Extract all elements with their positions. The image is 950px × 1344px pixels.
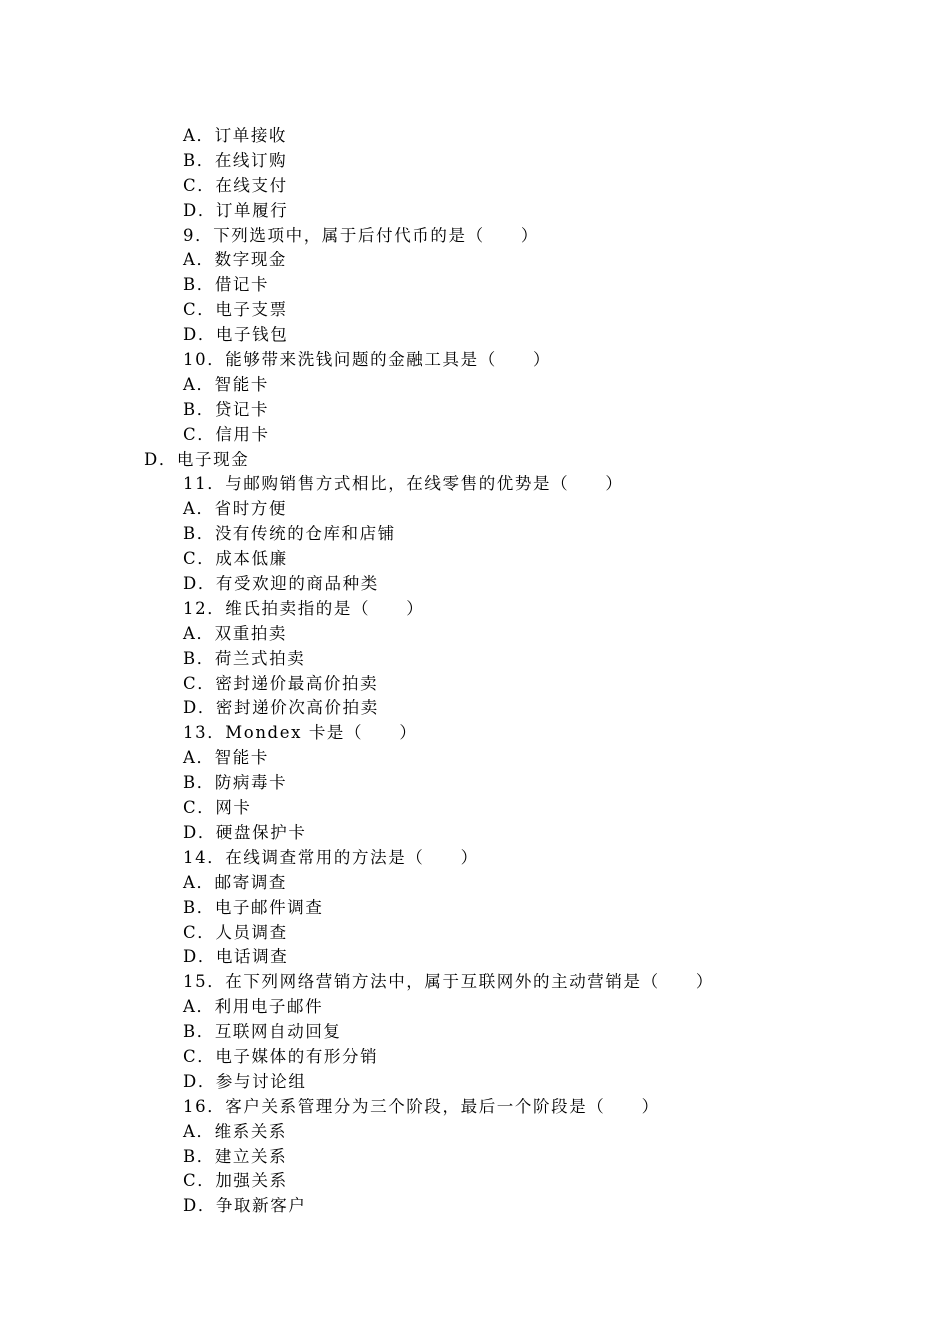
- option-b: B．防病毒卡: [183, 773, 288, 793]
- option-c: C．信用卡: [183, 424, 270, 444]
- question-14: 14．在线调查常用的方法是（ ）: [183, 847, 479, 867]
- option-a: A．利用电子邮件: [183, 997, 324, 1017]
- option-d: D．电子钱包: [183, 325, 289, 345]
- question-9: 9．下列选项中，属于后付代币的是（ ）: [183, 225, 539, 245]
- option-c: C．在线支付: [183, 175, 288, 195]
- option-b: B．借记卡: [183, 275, 270, 295]
- question-10: 10．能够带来洗钱问题的金融工具是（ ）: [183, 350, 552, 370]
- option-c: C．加强关系: [183, 1171, 288, 1191]
- option-d: D．硬盘保护卡: [183, 822, 307, 842]
- question-11: 11．与邮购销售方式相比，在线零售的优势是（ ）: [183, 474, 624, 494]
- option-b: B．互联网自动回复: [183, 1022, 342, 1042]
- option-b: B．贷记卡: [183, 399, 270, 419]
- option-c: C．电子支票: [183, 300, 288, 320]
- option-a: A．省时方便: [183, 499, 288, 519]
- option-a: A．邮寄调查: [183, 872, 288, 892]
- option-d: D．电话调查: [183, 947, 289, 967]
- option-a: A．维系关系: [183, 1121, 288, 1141]
- option-d: D．电子现金: [144, 449, 250, 469]
- option-b: B．电子邮件调查: [183, 897, 324, 917]
- option-d: D．参与讨论组: [183, 1071, 307, 1091]
- option-c: C．密封递价最高价拍卖: [183, 673, 379, 693]
- option-a: A．数字现金: [183, 250, 288, 270]
- question-13: 13．Mondex 卡是（ ）: [183, 723, 418, 743]
- option-d: D．争取新客户: [183, 1196, 307, 1216]
- option-c: C．人员调查: [183, 922, 288, 942]
- option-a: A．双重拍卖: [183, 623, 288, 643]
- option-c: C．电子媒体的有形分销: [183, 1046, 379, 1066]
- option-b: B．在线订购: [183, 150, 288, 170]
- question-16: 16．客户关系管理分为三个阶段，最后一个阶段是（ ）: [183, 1096, 660, 1116]
- document-page: [0, 124, 950, 1219]
- question-15: 15．在下列网络营销方法中，属于互联网外的主动营销是（ ）: [183, 972, 714, 992]
- option-b: B．荷兰式拍卖: [183, 648, 306, 668]
- option-b: B．建立关系: [183, 1146, 288, 1166]
- option-d: D．订单履行: [183, 200, 289, 220]
- option-c: C．网卡: [183, 798, 252, 818]
- option-b: B．没有传统的仓库和店铺: [183, 524, 396, 544]
- option-a: A．智能卡: [183, 374, 269, 394]
- question-12: 12．维氏拍卖指的是（ ）: [183, 598, 425, 618]
- option-d: D．有受欢迎的商品种类: [183, 574, 379, 594]
- option-a: A．智能卡: [183, 748, 269, 768]
- option-d: D．密封递价次高价拍卖: [183, 698, 379, 718]
- option-a: A．订单接收: [183, 126, 288, 145]
- option-c: C．成本低廉: [183, 549, 288, 569]
